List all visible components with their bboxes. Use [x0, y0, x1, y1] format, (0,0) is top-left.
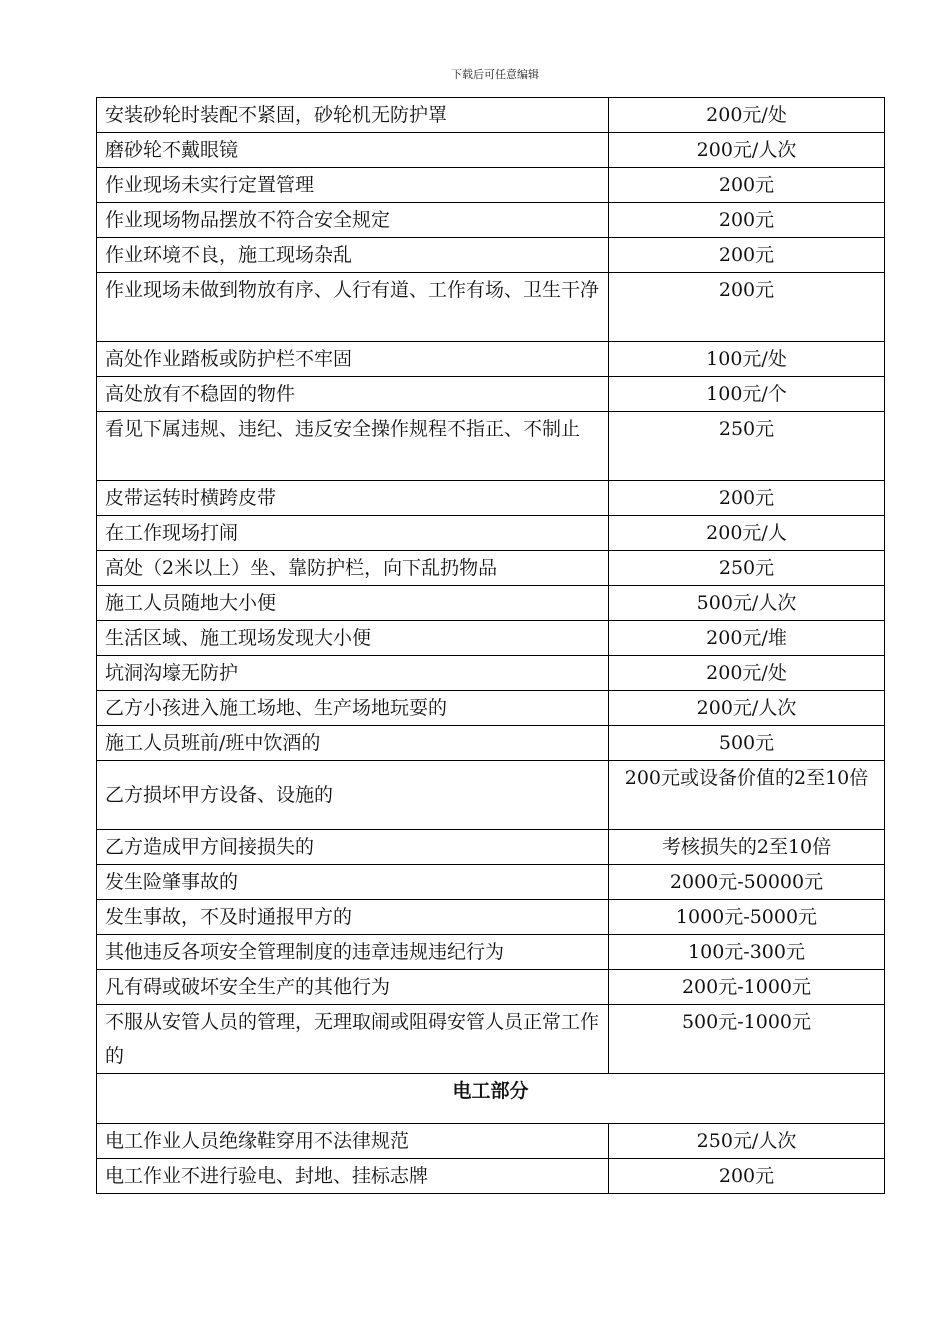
- violation-cell: 高处作业踏板或防护栏不牢固: [97, 342, 609, 377]
- fine-cell: 250元/人次: [609, 1124, 885, 1159]
- penalty-table: [96, 97, 885, 1194]
- violation-cell: 发生险肇事故的: [97, 865, 609, 900]
- table-row: [97, 970, 885, 1005]
- table-row: [97, 516, 885, 551]
- fine-cell: 100元/个: [609, 377, 885, 412]
- fine-cell: 200元或设备价值的2至10倍: [609, 761, 885, 830]
- violation-cell: 安装砂轮时装配不紧固，砂轮机无防护罩: [97, 98, 609, 133]
- table-row: [97, 238, 885, 273]
- table-row: [97, 621, 885, 656]
- fine-cell: 200元: [609, 203, 885, 238]
- fine-cell: 100元/处: [609, 342, 885, 377]
- violation-cell: 高处放有不稳固的物件: [97, 377, 609, 412]
- violation-cell: 其他违反各项安全管理制度的违章违规违纪行为: [97, 935, 609, 970]
- table-row: [97, 412, 885, 481]
- fine-cell: 2000元-50000元: [609, 865, 885, 900]
- fine-cell: 200元/处: [609, 98, 885, 133]
- violation-cell: 乙方造成甲方间接损失的: [97, 830, 609, 865]
- table-row: [97, 691, 885, 726]
- table-row: [97, 726, 885, 761]
- table-row: [97, 1005, 885, 1074]
- table-row: [97, 133, 885, 168]
- violation-cell: 看见下属违规、违纪、违反安全操作规程不指正、不制止: [97, 412, 609, 481]
- fine-cell: 500元: [609, 726, 885, 761]
- fine-cell: 200元/堆: [609, 621, 885, 656]
- violation-cell: 不服从安管人员的管理，无理取闹或阻碍安管人员正常工作的: [97, 1005, 609, 1074]
- violation-cell: 坑洞沟壕无防护: [97, 656, 609, 691]
- table-row: [97, 342, 885, 377]
- violation-cell: 在工作现场打闹: [97, 516, 609, 551]
- table-row: [97, 273, 885, 342]
- fine-cell: 200元/处: [609, 656, 885, 691]
- violation-cell: 磨砂轮不戴眼镜: [97, 133, 609, 168]
- table-row: [97, 830, 885, 865]
- table-row: [97, 656, 885, 691]
- fine-cell: 100元-300元: [609, 935, 885, 970]
- violation-cell: 乙方小孩进入施工场地、生产场地玩耍的: [97, 691, 609, 726]
- violation-cell: 施工人员随地大小便: [97, 586, 609, 621]
- fine-cell: 250元: [609, 551, 885, 586]
- section-title: 电工部分: [97, 1074, 885, 1124]
- violation-cell: 皮带运转时横跨皮带: [97, 481, 609, 516]
- table-row: [97, 761, 885, 830]
- table-row: [97, 1159, 885, 1194]
- table-row: [97, 377, 885, 412]
- violation-cell: 作业现场未实行定置管理: [97, 168, 609, 203]
- violation-cell: 施工人员班前/班中饮酒的: [97, 726, 609, 761]
- fine-cell: 200元/人: [609, 516, 885, 551]
- page-header-note: 下载后可任意编辑: [451, 68, 539, 81]
- violation-cell: 生活区域、施工现场发现大小便: [97, 621, 609, 656]
- violation-cell: 乙方损坏甲方设备、设施的: [97, 761, 609, 830]
- table-row: [97, 865, 885, 900]
- fine-cell: 200元/人次: [609, 133, 885, 168]
- violation-cell: 作业环境不良，施工现场杂乱: [97, 238, 609, 273]
- fine-cell: 200元-1000元: [609, 970, 885, 1005]
- section-header-row: [97, 1074, 885, 1124]
- table-row: [97, 98, 885, 133]
- fine-cell: 200元: [609, 1159, 885, 1194]
- violation-cell: 发生事故，不及时通报甲方的: [97, 900, 609, 935]
- fine-cell: 500元-1000元: [609, 1005, 885, 1074]
- fine-cell: 200元: [609, 168, 885, 203]
- violation-cell: 作业现场物品摆放不符合安全规定: [97, 203, 609, 238]
- violation-cell: 电工作业人员绝缘鞋穿用不法律规范: [97, 1124, 609, 1159]
- violation-cell: 凡有碍或破坏安全生产的其他行为: [97, 970, 609, 1005]
- table-row: [97, 1124, 885, 1159]
- table-row: [97, 900, 885, 935]
- fine-cell: 200元/人次: [609, 691, 885, 726]
- violation-cell: 高处（2米以上）坐、靠防护栏，向下乱扔物品: [97, 551, 609, 586]
- table-row: [97, 481, 885, 516]
- fine-cell: 200元: [609, 481, 885, 516]
- fine-cell: 考核损失的2至10倍: [609, 830, 885, 865]
- fine-cell: 200元: [609, 238, 885, 273]
- fine-cell: 1000元-5000元: [609, 900, 885, 935]
- table-row: [97, 586, 885, 621]
- table-row: [97, 551, 885, 586]
- fine-cell: 500元/人次: [609, 586, 885, 621]
- fine-cell: 200元: [609, 273, 885, 342]
- violation-cell: 作业现场未做到物放有序、人行有道、工作有场、卫生干净: [97, 273, 609, 342]
- table-row: [97, 203, 885, 238]
- violation-cell: 电工作业不进行验电、封地、挂标志牌: [97, 1159, 609, 1194]
- table-row: [97, 935, 885, 970]
- fine-cell: 250元: [609, 412, 885, 481]
- table-row: [97, 168, 885, 203]
